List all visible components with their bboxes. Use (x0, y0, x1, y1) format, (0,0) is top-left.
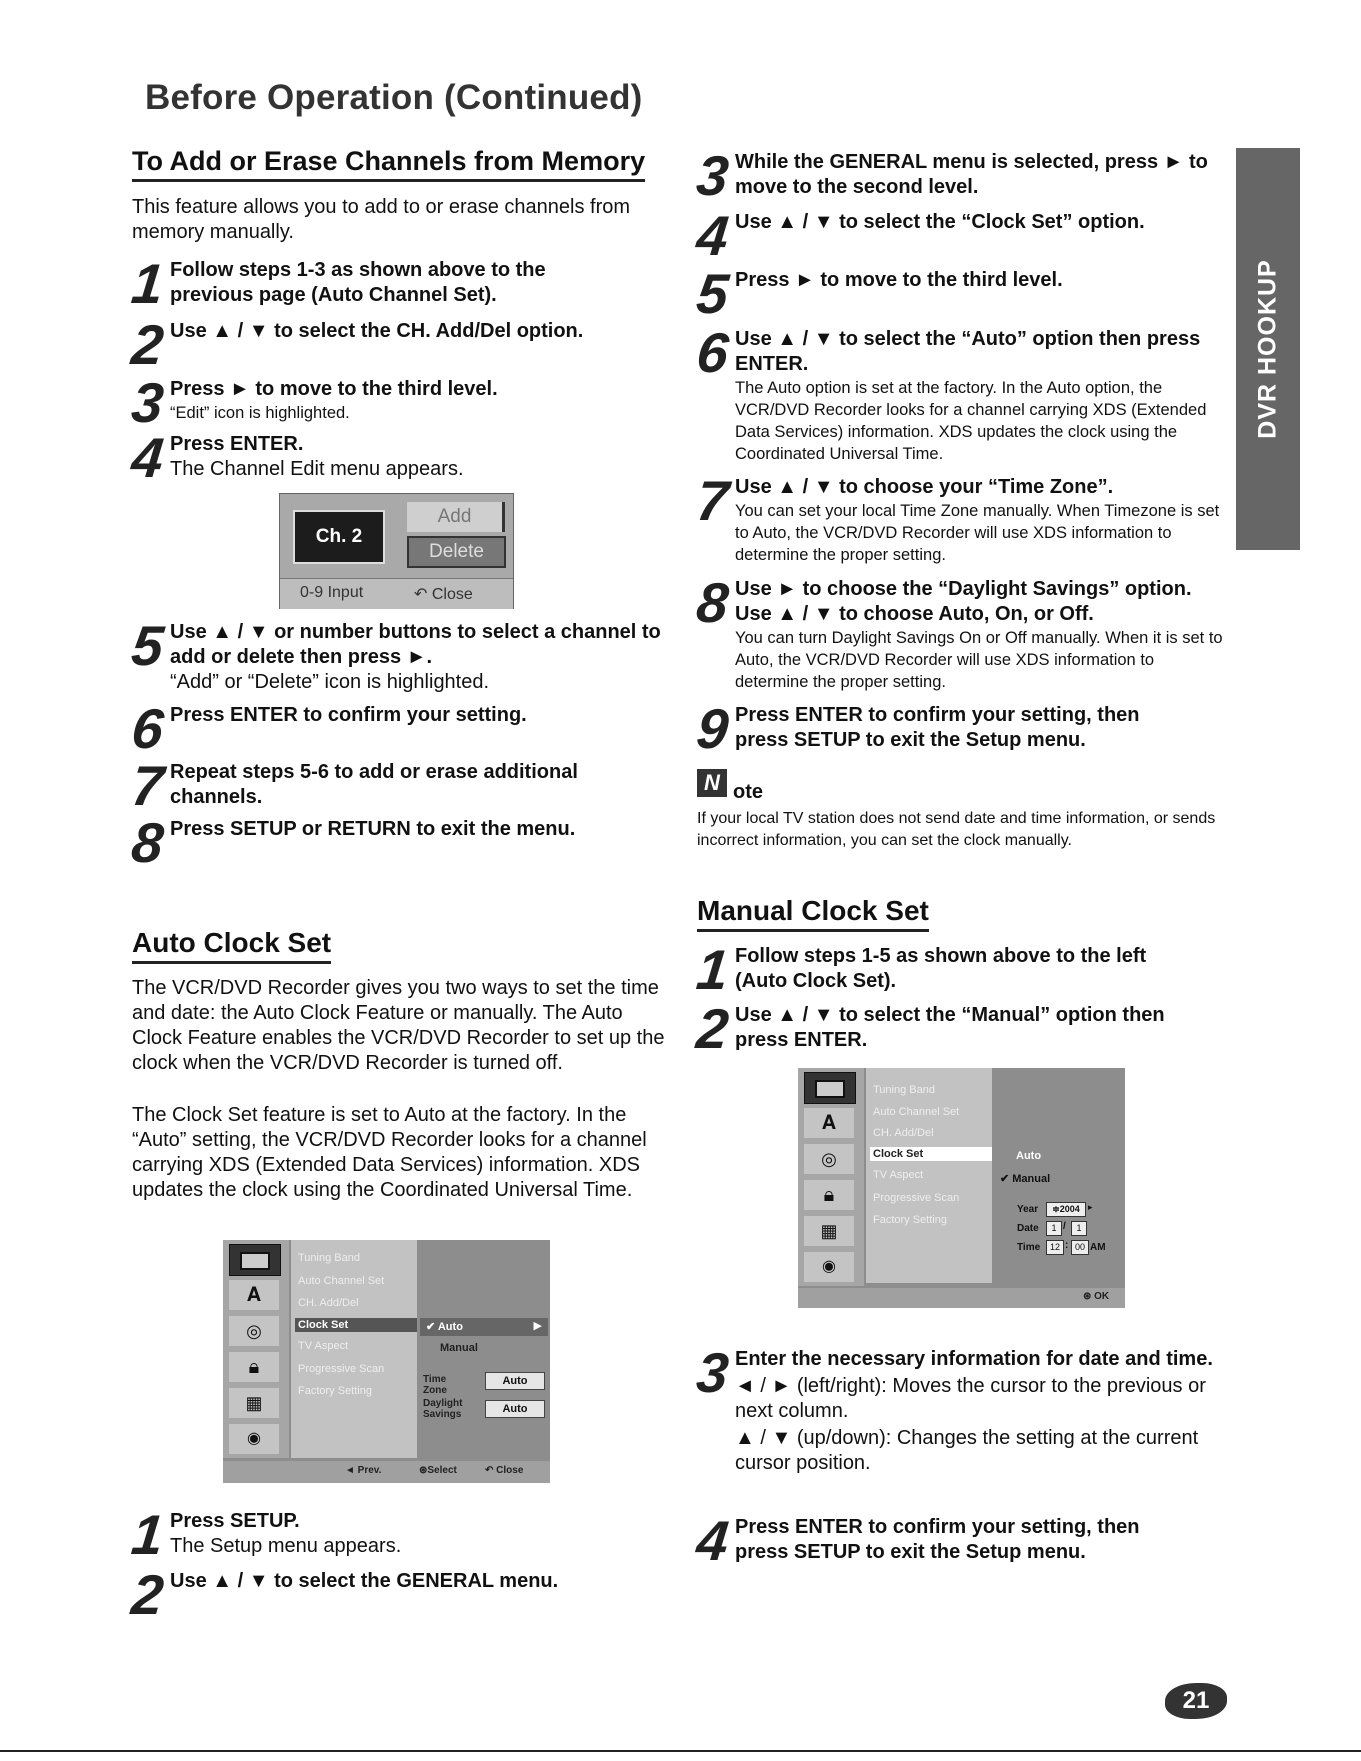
step-text: Press SETUP. (170, 1510, 300, 1532)
daylight-value[interactable]: Auto (485, 1400, 545, 1418)
step-text: Use ▲ / ▼ to select the “Manual” option then press ENTER. (735, 1004, 1165, 1051)
step-note: The Auto option is set at the factory. In the Auto option, the VCR/DVD Recorder looks for a channel carrying XDS (Extended Data Services) information. XDS updates the clock using the Coordinated Universal Time. (735, 379, 1207, 463)
section-title-add-erase: To Add or Erase Channels from Memory (132, 146, 645, 182)
menu-item[interactable]: Tuning Band (873, 1084, 935, 1096)
step-number: 7 (693, 469, 732, 532)
option-manual[interactable]: ✔ Manual (1000, 1173, 1051, 1185)
general-icon[interactable] (804, 1072, 856, 1104)
channel-box (293, 510, 385, 564)
page-title: Before Operation (Continued) (145, 78, 643, 117)
step-number: 8 (128, 811, 167, 874)
channel-menu-footer (280, 578, 513, 609)
time-separator: : (1065, 1240, 1069, 1251)
step-text: Use ▲ / ▼ to select the CH. Add/Del option. (170, 320, 584, 342)
recording-icon[interactable]: ▦ (804, 1216, 854, 1246)
date-label: Date (1017, 1223, 1039, 1234)
menu-item[interactable]: Factory Setting (873, 1214, 947, 1226)
step-number: 1 (693, 938, 732, 1001)
audio-icon[interactable]: ◎ (229, 1316, 279, 1346)
time-minute-field[interactable]: 00 (1071, 1240, 1089, 1255)
step-text: Repeat steps 5-6 to add or erase additional channels. (170, 761, 578, 808)
step-number: 5 (128, 614, 167, 677)
time-label: Time (1017, 1242, 1041, 1253)
step-text: While the GENERAL menu is selected, press ► to move to the second level. (735, 151, 1208, 198)
note-text: If your local TV station does not send date and time information, or sends incorrect information, you can set the clock manually. (697, 810, 1216, 849)
auto-clock-para-1: The VCR/DVD Recorder gives you two ways to set the time and date: the Auto Clock Feature or manually. The Auto Clock Feature enables the VCR/DVD Recorder to set up the clock when the VCR/DVD Recorder is turned off. (132, 977, 665, 1074)
timezone-value[interactable]: Auto (485, 1372, 545, 1390)
year-label: Year (1017, 1204, 1039, 1215)
step-text: Use ▲ / ▼ to select the “Clock Set” option. (735, 211, 1145, 233)
general-icon[interactable] (229, 1244, 281, 1276)
step-text: Press ENTER to confirm your setting. (170, 704, 527, 726)
menu-item-selected[interactable]: Clock Set (295, 1318, 417, 1332)
menu-icon-column (223, 1240, 289, 1458)
audio-icon[interactable]: ◎ (804, 1144, 854, 1174)
step-note: You can turn Daylight Savings On or Off manually. When it is set to Auto, the VCR/DVD Recorder will use XDS information to determine the proper setting. (735, 629, 1223, 691)
step-text: Use ▲ / ▼ or number buttons to select a channel to add or delete then press ►. (170, 621, 661, 668)
option-auto[interactable]: Auto (1016, 1150, 1042, 1162)
menu-item[interactable]: CH. Add/Del (298, 1297, 359, 1309)
auto-clock-para-2: The Clock Set feature is set to Auto at the factory. In the “Auto” setting, the VCR/DVD Recorder looks for a channel carrying XDS (Extended Data Services) information. XDS updates the clock using the Coordinated Universal Time. (132, 1104, 647, 1201)
step-number: 5 (693, 262, 732, 325)
option-manual[interactable]: Manual (440, 1342, 478, 1354)
step-text: Use ► to choose the “Daylight Savings” option. Use ▲ / ▼ to choose Auto, On, or Off. (735, 578, 1192, 625)
year-right-arrow-icon: ▸ (1088, 1202, 1093, 1212)
menu-item[interactable]: Progressive Scan (298, 1363, 385, 1375)
channel-value: Ch. 2 (315, 526, 363, 547)
page-bottom-rule (0, 1750, 1361, 1752)
date-day-field[interactable]: 1 (1071, 1221, 1087, 1236)
step-note: The Channel Edit menu appears. (170, 458, 464, 480)
daylight-label: Daylight Savings (423, 1398, 463, 1420)
menu-item[interactable]: TV Aspect (873, 1169, 924, 1181)
intro-paragraph: This feature allows you to add to or erase channels from memory manually. (132, 196, 631, 243)
note-label: ote (733, 781, 763, 803)
input-hint: 0-9 Input (300, 584, 364, 601)
note-icon: N (697, 769, 727, 797)
ampm-field[interactable]: AM (1090, 1242, 1106, 1253)
page-number: 21 (1165, 1683, 1227, 1719)
step-number: 8 (693, 571, 732, 634)
step-number: 6 (128, 697, 167, 760)
step-number: 3 (128, 371, 167, 434)
step-number: 2 (128, 313, 167, 376)
option-auto: ✔ Auto (426, 1321, 463, 1333)
step-text: Press SETUP or RETURN to exit the menu. (170, 818, 576, 840)
step-number: 3 (693, 144, 732, 207)
menu-item[interactable]: Auto Channel Set (298, 1275, 385, 1287)
timezone-label: Time Zone (423, 1374, 447, 1396)
recording-icon[interactable]: ▦ (229, 1388, 279, 1418)
step-text: Press ENTER to confirm your setting, then press SETUP to exit the Setup menu. (735, 1516, 1140, 1563)
date-month-field[interactable]: 1 (1046, 1221, 1062, 1236)
step-number: 6 (693, 321, 732, 384)
setup-menu-auto (223, 1240, 550, 1483)
add-button[interactable]: Add (407, 502, 505, 532)
step-number: 9 (693, 697, 732, 760)
step-number: 7 (128, 754, 167, 817)
step-text: Press ► to move to the third level. (170, 378, 498, 400)
ok-hint: ⊛ OK (1083, 1291, 1110, 1302)
year-field[interactable]: ≑2004 (1046, 1202, 1086, 1217)
section-side-tab (1236, 148, 1300, 550)
delete-button[interactable]: Delete (407, 536, 506, 568)
step-note: “Edit” icon is highlighted. (170, 404, 350, 422)
channel-edit-menu (279, 493, 514, 609)
menu-item[interactable]: Factory Setting (298, 1385, 372, 1397)
step-number: 4 (128, 426, 167, 489)
menu-item[interactable]: Tuning Band (298, 1252, 360, 1264)
menu-item-list (866, 1068, 992, 1283)
step-text: Press ENTER to confirm your setting, then press SETUP to exit the Setup menu. (735, 704, 1140, 751)
step-number: 4 (693, 1509, 732, 1572)
step-text: Use ▲ / ▼ to select the GENERAL menu. (170, 1570, 559, 1592)
step-text: Follow steps 1-3 as shown above to the previous page (Auto Channel Set). (170, 259, 546, 306)
menu-item[interactable]: TV Aspect (298, 1340, 349, 1352)
step-text: Press ENTER. (170, 433, 304, 455)
menu-item[interactable]: Progressive Scan (873, 1192, 960, 1204)
menu-item-selected[interactable]: Clock Set (870, 1147, 992, 1161)
menu-item[interactable]: Auto Channel Set (873, 1106, 960, 1118)
lock-icon[interactable]: 🔒︎ (229, 1352, 279, 1382)
step-note: “Add” or “Delete” icon is highlighted. (170, 671, 490, 693)
select-hint: ⊛Select (419, 1465, 457, 1476)
menu-item[interactable]: CH. Add/Del (873, 1127, 934, 1139)
step-note-left-right: ◄ / ► (left/right): Moves the cursor to the previous or next column. (735, 1375, 1206, 1422)
disc-icon[interactable]: ◉ (804, 1252, 854, 1282)
menu-item-list (291, 1240, 417, 1458)
menu-footer (223, 1461, 550, 1483)
disc-icon[interactable]: ◉ (229, 1424, 279, 1454)
step-number: 2 (128, 1563, 167, 1626)
close-label: Close (431, 586, 473, 603)
side-tab-label: DVR HOOKUP (1253, 259, 1282, 439)
menu-icon-column (798, 1068, 864, 1286)
section-title-manual-clock: Manual Clock Set (697, 895, 929, 932)
step-text: Use ▲ / ▼ to select the “Auto” option then press ENTER. (735, 328, 1201, 375)
step-note-up-down: ▲ / ▼ (up/down): Changes the setting at the current cursor position. (735, 1427, 1199, 1474)
close-hint: ↶ Close (485, 1465, 524, 1476)
step-number: 1 (128, 252, 167, 315)
section-title-auto-clock: Auto Clock Set (132, 927, 331, 964)
time-hour-field[interactable]: 12 (1046, 1240, 1064, 1255)
language-icon[interactable]: 𝐀 (804, 1108, 854, 1138)
step-number: 3 (693, 1341, 732, 1404)
date-separator: / (1063, 1221, 1066, 1232)
prev-hint: ◄ Prev. (345, 1465, 382, 1476)
step-number: 1 (128, 1503, 167, 1566)
setup-menu-manual (798, 1068, 1125, 1308)
step-text: Follow steps 1-5 as shown above to the left (Auto Clock Set). (735, 945, 1147, 992)
step-text: Press ► to move to the third level. (735, 269, 1063, 291)
right-arrow-icon: ▶ (533, 1320, 542, 1332)
step-text: Use ▲ / ▼ to choose your “Time Zone”. (735, 476, 1114, 498)
language-icon[interactable]: 𝐀 (229, 1280, 279, 1310)
menu-footer (798, 1288, 1125, 1308)
step-number: 2 (693, 997, 732, 1060)
close-hint: ↶ Close (414, 586, 473, 603)
step-text: Enter the necessary information for date and time. (735, 1348, 1213, 1370)
lock-icon[interactable]: 🔒︎ (804, 1180, 854, 1210)
step-note: You can set your local Time Zone manually. When Timezone is set to Auto, the VCR/DVD Recorder will use XDS information to determine the proper setting. (735, 502, 1220, 564)
option-row-auto[interactable] (420, 1318, 548, 1336)
step-number: 4 (693, 204, 732, 267)
step-note: The Setup menu appears. (170, 1535, 402, 1557)
